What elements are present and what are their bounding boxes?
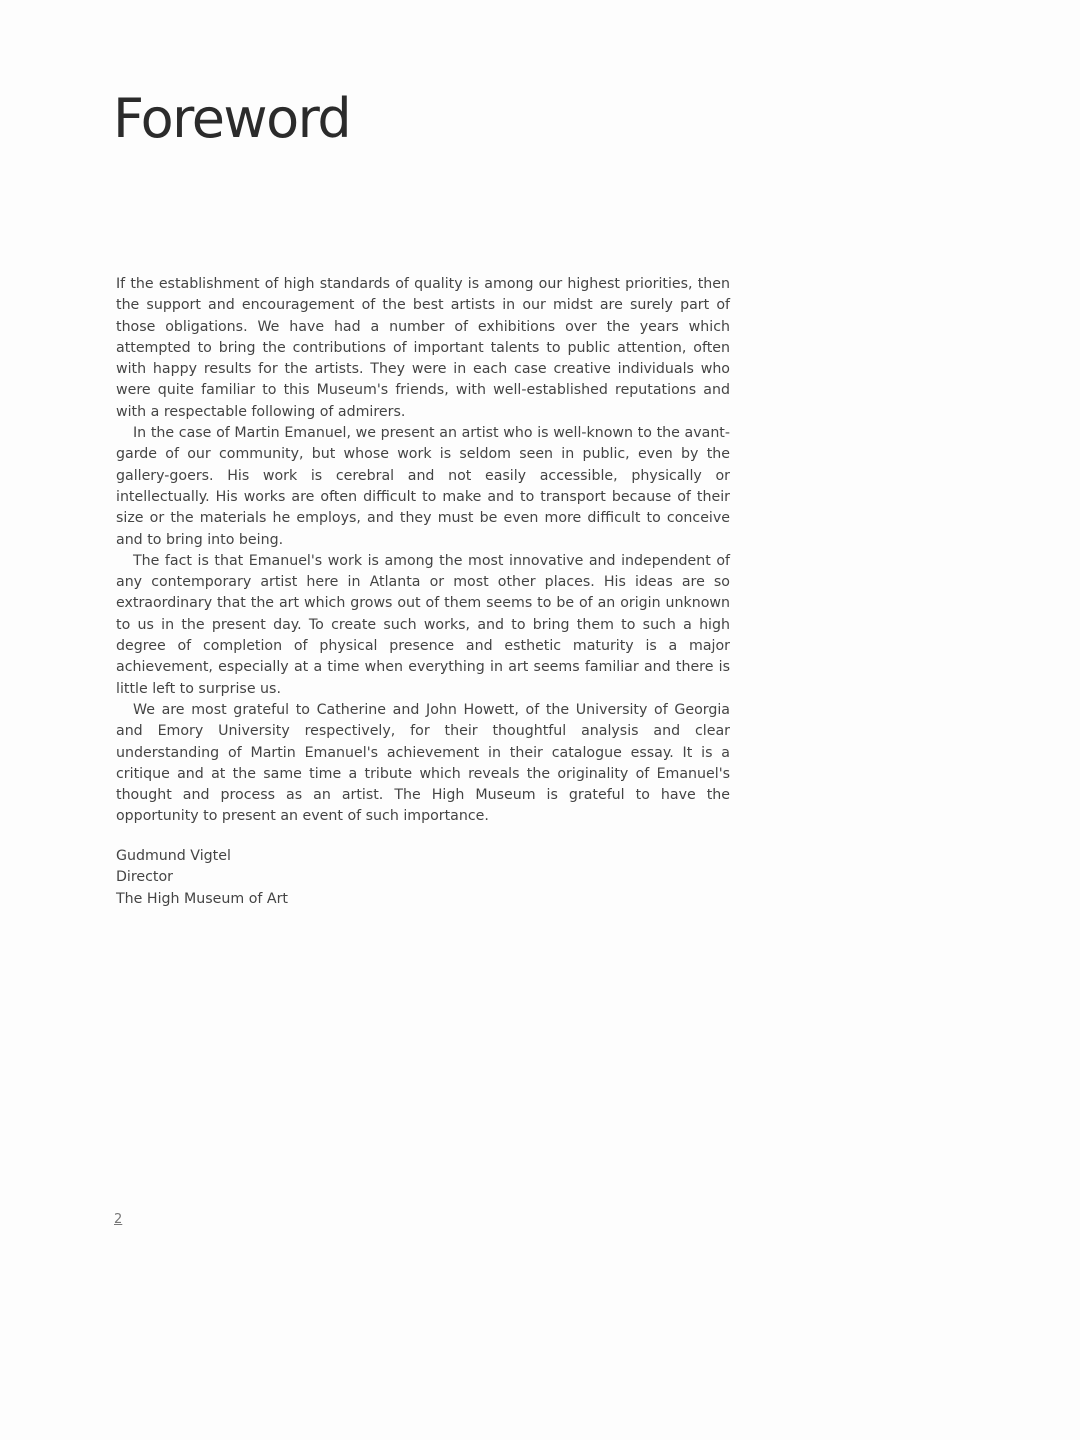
- signature-block: [116, 846, 288, 910]
- paragraph: We are most grateful to Catherine and John Howett, of the University of Georgia and Emory University respectively, for their thoughtful analysis and clear understanding of Martin Emanuel's achievement in their catalogue essay. It is a critique and at the same time a tribute which reveals the originality of Emanuel's thought and process as an artist. The High Museum is grateful to have the opportunity to present an event of such importance.: [116, 701, 730, 825]
- foreword-body: [116, 274, 730, 828]
- signature-name: Gudmund Vigtel: [116, 848, 231, 864]
- signature-institution: The High Museum of Art: [116, 890, 288, 907]
- page-title: Foreword: [113, 87, 351, 150]
- signature-role: Director: [116, 869, 173, 886]
- page-number: 2: [114, 1212, 123, 1227]
- paragraph: The fact is that Emanuel's work is among the most innovative and independent of any contemporary artist here in Atlanta or most other places. His ideas are so extraordinary that the art which grows out of them seems to be of an origin unknown to us in the present day. To create such works, and to bring them to such a high degree of completion of physical presence and esthetic maturity is a major achievement, especially at a time when everything in art seems familiar and there is little left to surprise us.: [116, 552, 730, 697]
- paragraph: If the establishment of high standards of quality is among our highest priorities, then the support and encouragement of the best artists in our midst are surely part of those obligations. We have had a number of exhibitions over the years which attempted to bring the contributions of important talents to public attention, often with happy results for the artists. They were in each case creative individuals who were quite familiar to this Museum's friends, with well-established reputations and with a respectable following of admirers.: [116, 276, 730, 420]
- paragraph: In the case of Martin Emanuel, we present an artist who is well-known to the avant-garde of our community, but whose work is seldom seen in public, even by the gallery-goers. His work is cerebral and not easily accessible, physically or intellectually. His works are often difficult to make and to transport because of their size or the materials he employs, and they must be even more difficult to conceive and to bring into being.: [116, 425, 730, 548]
